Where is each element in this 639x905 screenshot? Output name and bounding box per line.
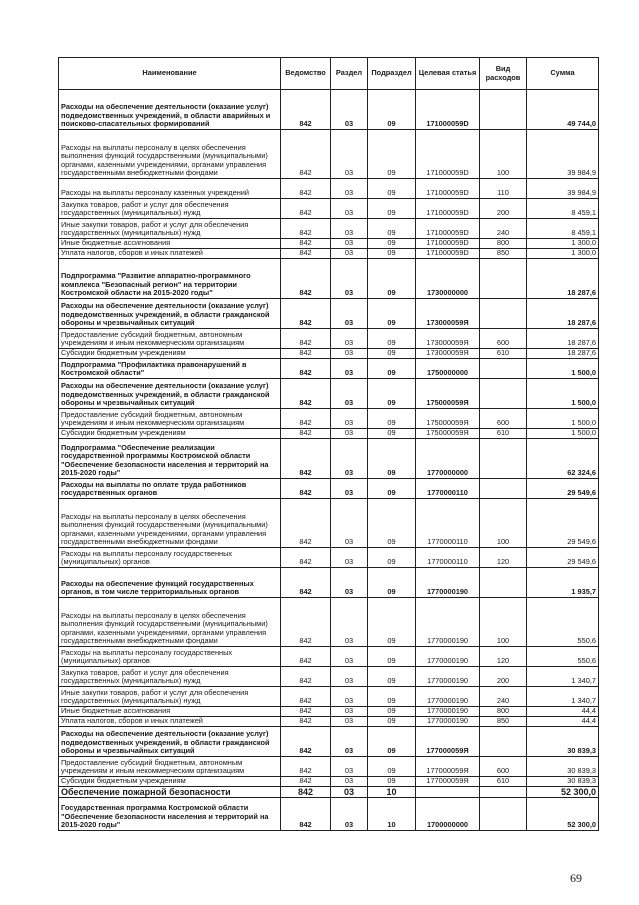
- cell-section: 03: [331, 798, 368, 831]
- cell-section: 03: [331, 349, 368, 359]
- table-row: [59, 249, 599, 259]
- cell-name: Субсидии бюджетным учреждениям: [59, 349, 281, 359]
- cell-dept: 842: [281, 598, 331, 647]
- cell-target: 1730000000: [416, 259, 480, 299]
- cell-section: 03: [331, 199, 368, 219]
- cell-kind: [480, 439, 527, 479]
- cell-target: 1750000000: [416, 359, 480, 379]
- cell-name: Подпрограмма "Развитие аппаратно-программного комплекса "Безопасный регион" на территории Костромской области на 2015-2020 годы": [59, 259, 281, 299]
- cell-target: 1770000000: [416, 439, 480, 479]
- cell-subsection: 09: [368, 568, 416, 598]
- table-row: [59, 787, 599, 798]
- header-name: Наименование: [59, 58, 281, 90]
- table-body: [59, 90, 599, 831]
- cell-name: Расходы на обеспечение деятельности (оказание услуг) подведомственных учреждений, в области аварийных и поисково-спасательных формирований: [59, 90, 281, 130]
- cell-kind: [480, 727, 527, 757]
- cell-name: Субсидии бюджетным учреждениям: [59, 777, 281, 787]
- cell-kind: 800: [480, 707, 527, 717]
- table-row: [59, 777, 599, 787]
- cell-dept: 842: [281, 299, 331, 329]
- cell-kind: [480, 259, 527, 299]
- cell-sum: 1 500,0: [527, 359, 599, 379]
- cell-name: Расходы на выплаты персоналу в целях обеспечения выполнения функций государственными (муниципальными) органами, казенными учреждениями, органами управления государственными внебюджетными фондами: [59, 499, 281, 548]
- table-row: [59, 727, 599, 757]
- table-row: [59, 299, 599, 329]
- cell-target: 171000059D: [416, 239, 480, 249]
- cell-section: 03: [331, 717, 368, 727]
- cell-kind: 240: [480, 687, 527, 707]
- cell-kind: 240: [480, 219, 527, 239]
- header-dept: Ведомство: [281, 58, 331, 90]
- cell-subsection: 09: [368, 409, 416, 429]
- cell-target: 1770000190: [416, 647, 480, 667]
- table-row: [59, 130, 599, 179]
- table-row: [59, 219, 599, 239]
- cell-sum: 18 287,6: [527, 259, 599, 299]
- cell-sum: 29 549,6: [527, 548, 599, 568]
- table-row: [59, 717, 599, 727]
- cell-dept: 842: [281, 787, 331, 798]
- header-target: Целевая статья: [416, 58, 480, 90]
- table-row: [59, 429, 599, 439]
- cell-subsection: 09: [368, 329, 416, 349]
- cell-section: 03: [331, 479, 368, 499]
- cell-subsection: 10: [368, 787, 416, 798]
- cell-kind: 200: [480, 667, 527, 687]
- cell-dept: 842: [281, 329, 331, 349]
- cell-section: 03: [331, 667, 368, 687]
- cell-section: 03: [331, 598, 368, 647]
- cell-dept: 842: [281, 707, 331, 717]
- cell-section: 03: [331, 647, 368, 667]
- cell-target: 1770000110: [416, 499, 480, 548]
- cell-name: Подпрограмма "Обеспечение реализации государственной программы Костромской области "Обеспечение безопасности населения и территорий на 2015-2020 годы": [59, 439, 281, 479]
- cell-sum: 1 500,0: [527, 379, 599, 409]
- table-row: [59, 439, 599, 479]
- cell-section: 03: [331, 249, 368, 259]
- cell-dept: 842: [281, 798, 331, 831]
- cell-subsection: 09: [368, 179, 416, 199]
- cell-name: Расходы на выплаты персоналу в целях обеспечения выполнения функций государственными (муниципальными) органами, казенными учреждениями, органами управления государственными внебюджетными фондами: [59, 598, 281, 647]
- cell-kind: 120: [480, 548, 527, 568]
- cell-kind: [480, 479, 527, 499]
- cell-target: 171000059D: [416, 219, 480, 239]
- cell-target: 177000059Я: [416, 777, 480, 787]
- cell-subsection: 09: [368, 429, 416, 439]
- header-subsection: Подраздел: [368, 58, 416, 90]
- cell-sum: 1 935,7: [527, 568, 599, 598]
- cell-section: 03: [331, 239, 368, 249]
- header-section: Раздел: [331, 58, 368, 90]
- cell-kind: [480, 299, 527, 329]
- cell-sum: 39 984,9: [527, 130, 599, 179]
- table-row: [59, 409, 599, 429]
- cell-subsection: 09: [368, 299, 416, 329]
- cell-target: 1770000190: [416, 687, 480, 707]
- table-row: [59, 479, 599, 499]
- table-row: [59, 707, 599, 717]
- cell-kind: 100: [480, 130, 527, 179]
- cell-dept: 842: [281, 757, 331, 777]
- table-row: [59, 568, 599, 598]
- cell-name: Иные бюджетные ассигнования: [59, 239, 281, 249]
- cell-target: 173000059Я: [416, 349, 480, 359]
- table-row: [59, 647, 599, 667]
- cell-kind: 110: [480, 179, 527, 199]
- cell-name: Предоставление субсидий бюджетным, автономным учреждениям и иным некоммерческим организациям: [59, 329, 281, 349]
- cell-subsection: 09: [368, 239, 416, 249]
- cell-subsection: 09: [368, 199, 416, 219]
- cell-section: 03: [331, 727, 368, 757]
- cell-section: 03: [331, 757, 368, 777]
- cell-sum: 550,6: [527, 647, 599, 667]
- cell-kind: 800: [480, 239, 527, 249]
- cell-section: 03: [331, 429, 368, 439]
- table-row: [59, 598, 599, 647]
- cell-name: Расходы на выплаты по оплате труда работников государственных органов: [59, 479, 281, 499]
- cell-kind: 600: [480, 757, 527, 777]
- header-kind: Вид расходов: [480, 58, 527, 90]
- cell-target: 177000059Я: [416, 757, 480, 777]
- table-row: [59, 548, 599, 568]
- cell-section: 03: [331, 179, 368, 199]
- cell-target: 173000059Я: [416, 299, 480, 329]
- cell-section: 03: [331, 777, 368, 787]
- cell-target: 1770000190: [416, 667, 480, 687]
- cell-kind: [480, 568, 527, 598]
- cell-dept: 842: [281, 179, 331, 199]
- cell-kind: 610: [480, 429, 527, 439]
- cell-subsection: 09: [368, 727, 416, 757]
- cell-subsection: 09: [368, 757, 416, 777]
- cell-kind: 100: [480, 499, 527, 548]
- cell-name: Расходы на выплаты персоналу государственных (муниципальных) органов: [59, 548, 281, 568]
- cell-subsection: 09: [368, 439, 416, 479]
- cell-sum: 29 549,6: [527, 479, 599, 499]
- cell-name: Расходы на обеспечение деятельности (оказание услуг) подведомственных учреждений, в области гражданской обороны и чрезвычайных ситуаций: [59, 727, 281, 757]
- cell-section: 03: [331, 219, 368, 239]
- cell-kind: [480, 379, 527, 409]
- cell-subsection: 09: [368, 717, 416, 727]
- cell-sum: 18 287,6: [527, 299, 599, 329]
- cell-subsection: 09: [368, 647, 416, 667]
- cell-target: 173000059Я: [416, 329, 480, 349]
- table-row: [59, 687, 599, 707]
- cell-section: 03: [331, 439, 368, 479]
- cell-kind: [480, 90, 527, 130]
- cell-kind: 610: [480, 349, 527, 359]
- cell-subsection: 09: [368, 130, 416, 179]
- cell-subsection: 09: [368, 349, 416, 359]
- cell-kind: 600: [480, 409, 527, 429]
- cell-sum: 52 300,0: [527, 798, 599, 831]
- cell-subsection: 09: [368, 90, 416, 130]
- cell-dept: 842: [281, 199, 331, 219]
- cell-name: Подпрограмма "Профилактика правонарушений в Костромской области": [59, 359, 281, 379]
- cell-section: 03: [331, 499, 368, 548]
- cell-subsection: 09: [368, 359, 416, 379]
- cell-subsection: 09: [368, 598, 416, 647]
- cell-target: 171000059D: [416, 90, 480, 130]
- cell-subsection: 09: [368, 499, 416, 548]
- budget-table: [58, 57, 599, 831]
- cell-section: 03: [331, 787, 368, 798]
- cell-dept: 842: [281, 219, 331, 239]
- cell-subsection: 09: [368, 548, 416, 568]
- cell-name: Иные закупки товаров, работ и услуг для обеспечения государственных (муниципальных) нужд: [59, 219, 281, 239]
- cell-sum: 18 287,6: [527, 349, 599, 359]
- header-sum: Сумма: [527, 58, 599, 90]
- cell-name: Расходы на обеспечение деятельности (оказание услуг) подведомственных учреждений, в области гражданской обороны и чрезвычайных ситуаций: [59, 379, 281, 409]
- cell-dept: 842: [281, 479, 331, 499]
- cell-dept: 842: [281, 499, 331, 548]
- table-row: [59, 239, 599, 249]
- cell-target: 1770000110: [416, 479, 480, 499]
- cell-name: Иные бюджетные ассигнования: [59, 707, 281, 717]
- cell-section: 03: [331, 409, 368, 429]
- table-row: [59, 379, 599, 409]
- cell-name: Иные закупки товаров, работ и услуг для обеспечения государственных (муниципальных) нужд: [59, 687, 281, 707]
- cell-section: 03: [331, 359, 368, 379]
- cell-name: Расходы на выплаты персоналу государственных (муниципальных) органов: [59, 647, 281, 667]
- cell-subsection: 09: [368, 219, 416, 239]
- cell-target: 171000059D: [416, 130, 480, 179]
- cell-name: Расходы на выплаты персоналу казенных учреждений: [59, 179, 281, 199]
- cell-sum: 8 459,1: [527, 199, 599, 219]
- cell-dept: 842: [281, 439, 331, 479]
- table-row: [59, 359, 599, 379]
- cell-sum: 8 459,1: [527, 219, 599, 239]
- cell-subsection: 09: [368, 479, 416, 499]
- cell-kind: 610: [480, 777, 527, 787]
- cell-name: Расходы на выплаты персоналу в целях обеспечения выполнения функций государственными (муниципальными) органами, казенными учреждениями, органами управления государственными внебюджетными фондами: [59, 130, 281, 179]
- cell-name: Государственная программа Костромской области "Обеспечение безопасности населения и территорий на 2015-2020 годы": [59, 798, 281, 831]
- cell-dept: 842: [281, 727, 331, 757]
- cell-sum: 550,6: [527, 598, 599, 647]
- page-number: 69: [570, 871, 582, 885]
- cell-kind: 600: [480, 329, 527, 349]
- cell-target: 1700000000: [416, 798, 480, 831]
- cell-dept: 842: [281, 259, 331, 299]
- table-row: [59, 329, 599, 349]
- cell-sum: 1 500,0: [527, 429, 599, 439]
- cell-target: 175000059Я: [416, 429, 480, 439]
- cell-sum: 39 984,9: [527, 179, 599, 199]
- table-row: [59, 757, 599, 777]
- cell-dept: 842: [281, 409, 331, 429]
- cell-dept: 842: [281, 379, 331, 409]
- cell-dept: 842: [281, 239, 331, 249]
- table-row: [59, 349, 599, 359]
- cell-dept: 842: [281, 130, 331, 179]
- cell-name: Субсидии бюджетным учреждениям: [59, 429, 281, 439]
- cell-section: 03: [331, 379, 368, 409]
- cell-name: Обеспечение пожарной безопасности: [59, 787, 281, 798]
- cell-name: Предоставление субсидий бюджетным, автономным учреждениям и иным некоммерческим организациям: [59, 409, 281, 429]
- cell-kind: 850: [480, 249, 527, 259]
- cell-section: 03: [331, 259, 368, 299]
- cell-dept: 842: [281, 667, 331, 687]
- cell-kind: [480, 787, 527, 798]
- cell-target: 1770000190: [416, 717, 480, 727]
- cell-kind: 850: [480, 717, 527, 727]
- cell-dept: 842: [281, 687, 331, 707]
- table-row: [59, 259, 599, 299]
- cell-dept: 842: [281, 548, 331, 568]
- cell-target: 1770000190: [416, 707, 480, 717]
- cell-dept: 842: [281, 249, 331, 259]
- cell-sum: 44,4: [527, 707, 599, 717]
- cell-sum: 30 839,3: [527, 727, 599, 757]
- cell-section: 03: [331, 299, 368, 329]
- cell-section: 03: [331, 548, 368, 568]
- cell-sum: 1 300,0: [527, 249, 599, 259]
- cell-dept: 842: [281, 359, 331, 379]
- cell-subsection: 09: [368, 707, 416, 717]
- cell-subsection: 09: [368, 379, 416, 409]
- table-row: [59, 667, 599, 687]
- cell-kind: 200: [480, 199, 527, 219]
- cell-target: [416, 787, 480, 798]
- cell-name: Уплата налогов, сборов и иных платежей: [59, 249, 281, 259]
- cell-subsection: 09: [368, 687, 416, 707]
- cell-name: Закупка товаров, работ и услуг для обеспечения государственных (муниципальных) нужд: [59, 199, 281, 219]
- cell-sum: 49 744,0: [527, 90, 599, 130]
- cell-sum: 1 500,0: [527, 409, 599, 429]
- cell-dept: 842: [281, 90, 331, 130]
- cell-sum: 30 839,3: [527, 777, 599, 787]
- cell-section: 03: [331, 329, 368, 349]
- cell-target: 177000059Я: [416, 727, 480, 757]
- cell-section: 03: [331, 687, 368, 707]
- cell-target: 1770000110: [416, 548, 480, 568]
- cell-sum: 62 324,6: [527, 439, 599, 479]
- cell-subsection: 09: [368, 667, 416, 687]
- cell-sum: 1 340,7: [527, 667, 599, 687]
- cell-dept: 842: [281, 777, 331, 787]
- cell-section: 03: [331, 568, 368, 598]
- cell-target: 1770000190: [416, 598, 480, 647]
- cell-dept: 842: [281, 647, 331, 667]
- table-row: [59, 798, 599, 831]
- cell-name: Расходы на обеспечение деятельности (оказание услуг) подведомственных учреждений, в области гражданской обороны и чрезвычайных ситуаций: [59, 299, 281, 329]
- cell-sum: 30 839,3: [527, 757, 599, 777]
- cell-name: Закупка товаров, работ и услуг для обеспечения государственных (муниципальных) нужд: [59, 667, 281, 687]
- cell-subsection: 09: [368, 259, 416, 299]
- cell-target: 171000059D: [416, 179, 480, 199]
- cell-target: 171000059D: [416, 199, 480, 219]
- cell-name: Уплата налогов, сборов и иных платежей: [59, 717, 281, 727]
- table-header-row: [59, 58, 599, 90]
- cell-name: Расходы на обеспечение функций государственных органов, в том числе территориальных органов: [59, 568, 281, 598]
- cell-kind: 120: [480, 647, 527, 667]
- cell-dept: 842: [281, 717, 331, 727]
- cell-sum: 44,4: [527, 717, 599, 727]
- cell-kind: [480, 359, 527, 379]
- table-row: [59, 199, 599, 219]
- cell-target: 1770000190: [416, 568, 480, 598]
- cell-sum: 52 300,0: [527, 787, 599, 798]
- cell-dept: 842: [281, 429, 331, 439]
- table-row: [59, 90, 599, 130]
- cell-target: 171000059D: [416, 249, 480, 259]
- cell-target: 175000059Я: [416, 379, 480, 409]
- cell-section: 03: [331, 707, 368, 717]
- cell-kind: 100: [480, 598, 527, 647]
- cell-sum: 18 287,6: [527, 329, 599, 349]
- cell-sum: 29 549,6: [527, 499, 599, 548]
- cell-sum: 1 340,7: [527, 687, 599, 707]
- table-row: [59, 179, 599, 199]
- cell-kind: [480, 798, 527, 831]
- cell-section: 03: [331, 130, 368, 179]
- cell-sum: 1 300,0: [527, 239, 599, 249]
- cell-section: 03: [331, 90, 368, 130]
- cell-subsection: 09: [368, 249, 416, 259]
- cell-dept: 842: [281, 568, 331, 598]
- cell-name: Предоставление субсидий бюджетным, автономным учреждениям и иным некоммерческим организациям: [59, 757, 281, 777]
- cell-subsection: 09: [368, 777, 416, 787]
- cell-subsection: 10: [368, 798, 416, 831]
- table-row: [59, 499, 599, 548]
- cell-target: 175000059Я: [416, 409, 480, 429]
- cell-dept: 842: [281, 349, 331, 359]
